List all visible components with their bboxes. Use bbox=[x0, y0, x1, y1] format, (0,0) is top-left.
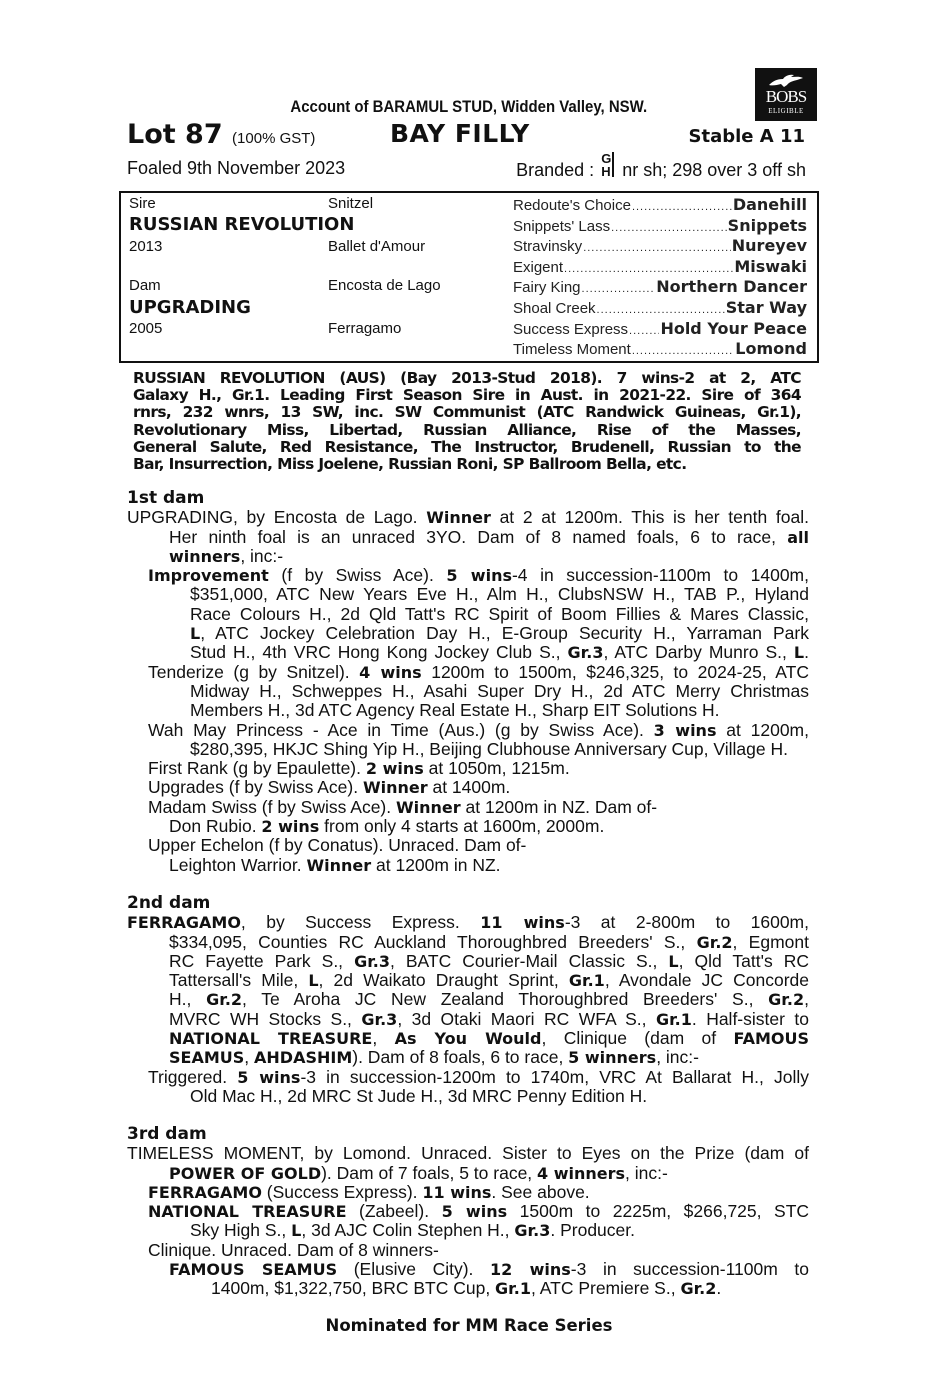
progeny-line: $351,000, ATC New Years Eve H., Alm H., ClubsNSW H., TAB P., Hyland bbox=[190, 584, 809, 605]
great-grandsire: Lomond bbox=[735, 339, 807, 359]
great-grandsire: Snippets bbox=[727, 215, 807, 235]
great-grandsire: Star Way bbox=[725, 297, 807, 317]
grandparent-name: Shoal Creek bbox=[513, 299, 596, 317]
dam-entry-line: H., Gr.2, Te Aroha JC New Zealand Thoroughbred Breeders' S., Gr.2, bbox=[169, 989, 809, 1010]
progeny-ferragamo: FERRAGAMO (Success Express). 11 wins. See above. bbox=[148, 1181, 590, 1202]
grandparent-row bbox=[513, 298, 807, 319]
logo-text-eligible: ELIGIBLE bbox=[768, 107, 804, 115]
sire-summary-line: Galaxy H., Gr.1. Leading First Season Sire in Aust. in 2021-22. Sire of 364 bbox=[133, 386, 801, 405]
progeny-wah-may-princess: Wah May Princess - Ace in Time (Aus.) (g by Swiss Ace). 3 wins at 1200m, bbox=[148, 719, 809, 740]
grandparent-name: Exigent bbox=[513, 258, 564, 276]
dam-entry-line: winners, inc:- bbox=[169, 545, 284, 566]
grandparent-row bbox=[513, 195, 807, 216]
grandparent-row bbox=[513, 339, 807, 360]
progeny-upper-echelon: Upper Echelon (f by Conatus). Unraced. Dam of- bbox=[148, 835, 527, 856]
dam-entry-line: TIMELESS MOMENT, by Lomond. Unraced. Sister to Eyes on the Prize (dam of bbox=[127, 1143, 809, 1164]
progeny-line: Sky High S., L, 3d AJC Colin Stephen H., Gr.3. Producer. bbox=[190, 1220, 635, 1241]
leader-dots bbox=[629, 325, 659, 337]
progeny-line: $280,395, HKJC Shing Yip H., Beijing Clubhouse Anniversary Cup, Village H. bbox=[190, 738, 788, 759]
dam-entry-line: Her ninth foal is an unraced 3YO. Dam of 8 named foals, 6 to race, all bbox=[169, 526, 809, 547]
dam-entry-line: FERRAGAMO, by Success Express. 11 wins-3 at 2-800m to 1600m, bbox=[127, 912, 810, 933]
lot-line bbox=[127, 119, 807, 151]
leader-dots bbox=[564, 263, 733, 275]
dam-sire: Encosta de Lago bbox=[328, 277, 441, 294]
sire-year: 2013 bbox=[129, 238, 163, 255]
dam-entry-line: SEAMUS, AHDASHIM). Dam of 8 foals, 6 to race, 5 winners, inc:- bbox=[169, 1047, 699, 1068]
grandparent-row bbox=[513, 257, 807, 278]
leader-dots bbox=[632, 345, 734, 357]
grandparent-name: Snippets' Lass bbox=[513, 217, 611, 235]
progeny-national-treasure: NATIONAL TREASURE (Zabeel). 5 wins 1500m to 2225m, $266,725, STC bbox=[148, 1201, 810, 1222]
great-grandsire: Nureyev bbox=[731, 236, 807, 256]
dam-name: UPGRADING bbox=[129, 297, 251, 318]
foaled-date: Foaled 9th November 2023 bbox=[127, 158, 346, 178]
progeny-tenderize: Tenderize (g by Snitzel). 4 wins 1200m to 1500m, $246,325, to 2024-25, ATC bbox=[148, 661, 809, 682]
leader-dots bbox=[582, 283, 656, 295]
sire-summary-line: Bar, Insurrection, Miss Joelene, Russian Roni, SP Ballroom Bella, etc. bbox=[133, 455, 687, 474]
section-heading: 3rd dam bbox=[127, 1124, 207, 1144]
brand-mark-icon bbox=[601, 151, 615, 180]
logo-text-bobs: BOBS bbox=[765, 87, 807, 106]
brand-bar bbox=[612, 152, 614, 177]
dam-entry-line: POWER OF GOLD). Dam of 7 foals, 5 to race, 4 winners, inc:- bbox=[169, 1162, 668, 1183]
progeny-triggered: Triggered. 5 wins-3 in succession-1200m to 1740m, VRC At Ballarat H., Jolly bbox=[148, 1066, 809, 1087]
sire-summary-line: rnrs, 232 wnrs, 13 SW, inc. SW Communist (ATC Randwick Guineas, Gr.1), bbox=[133, 403, 801, 422]
leader-dots bbox=[597, 304, 725, 316]
progeny-line: Midway H., Schweppes H., Asahi Super Dry H., 2d ATC Merry Christmas bbox=[190, 680, 809, 701]
sire-summary-line: Revolutionary Miss, Libertad, Russian Alliance, Rise of the Masses, bbox=[133, 420, 801, 439]
third-dam-section bbox=[127, 1125, 809, 1299]
pedigree-table bbox=[119, 191, 819, 363]
progeny-improvement: Improvement (f by Swiss Ace). 5 wins-4 in succession-1100m to 1400m, bbox=[148, 565, 809, 586]
grandparent-name: Stravinsky bbox=[513, 238, 583, 256]
progeny-first-rank: First Rank (g by Epaulette). 2 wins at 1050m, 1215m. bbox=[148, 758, 570, 779]
grandparent-name: Fairy King bbox=[513, 279, 581, 297]
branded-label: Branded : bbox=[516, 160, 595, 180]
progeny-famous-seamus: FAMOUS SEAMUS (Elusive City). 12 wins-3 in succession-1100m to bbox=[169, 1259, 809, 1280]
dam-dam: Ferragamo bbox=[328, 320, 402, 337]
great-grandsire: Northern Dancer bbox=[656, 277, 807, 297]
brand-letter-top: G bbox=[601, 151, 612, 166]
sire-dam: Ballet d'Amour bbox=[328, 238, 426, 255]
dam-entry-line: Tattersall's Mile, L, 2d Waikato Draught Sprint, Gr.1, Avondale JC Concorde bbox=[169, 970, 809, 991]
grandparent-row bbox=[513, 319, 807, 340]
dam-year: 2005 bbox=[129, 320, 163, 337]
progeny-line: L, ATC Jockey Celebration Day H., E-Group Security H., Yarraman Park bbox=[190, 623, 809, 644]
sire-summary bbox=[133, 370, 801, 473]
progeny-madam-swiss: Madam Swiss (f by Swiss Ace). Winner at 1200m in NZ. Dam of- bbox=[148, 796, 658, 817]
progeny-line: Old Mac H., 2d MRC St Jude H., 3d MRC Penny Edition H. bbox=[190, 1085, 648, 1106]
progeny-line: Race Colours H., 2d Qld Tatt's RC Spirit of Boom Fillies & Mares Classic, bbox=[190, 603, 809, 624]
great-grandsire: Miswaki bbox=[734, 256, 807, 276]
dam-entry-line: MVRC WH Stocks S., Gr.3, 3d Otaki Maori RC WFA S., Gr.1. Half-sister to bbox=[169, 1008, 809, 1029]
sire-name: RUSSIAN REVOLUTION bbox=[129, 214, 355, 235]
dam-label: Dam bbox=[129, 277, 161, 294]
leader-dots bbox=[583, 242, 731, 254]
grandparent-row bbox=[513, 236, 807, 257]
great-grandsire: Danehill bbox=[732, 195, 807, 214]
progeny-upgrades: Upgrades (f by Swiss Ace). Winner at 1400m. bbox=[148, 777, 511, 798]
horse-description: BAY FILLY bbox=[390, 119, 530, 148]
sire-label: Sire bbox=[129, 195, 156, 212]
sire-summary-line: RUSSIAN REVOLUTION (AUS) (Bay 2013-Stud 2018). 7 wins-2 at 2, ATC bbox=[133, 369, 801, 387]
lot-number bbox=[127, 119, 315, 150]
progeny-don-rubio: Don Rubio. 2 wins from only 4 starts at 1600m, 2000m. bbox=[169, 816, 605, 837]
brand-details: nr sh; 298 over 3 off sh bbox=[622, 160, 806, 180]
progeny-line: Stud H., 4th VRC Hong Kong Jockey Club S., Gr.3, ATC Darby Munro S., L. bbox=[190, 642, 809, 663]
grandparent-row bbox=[513, 216, 807, 237]
grandparent-name: Redoute's Choice bbox=[513, 197, 631, 214]
brand-letter-bottom: H bbox=[601, 164, 611, 179]
vendor-account: Account of BARAMUL STUD, Widden Valley, NSW. bbox=[290, 97, 648, 116]
grandparent-name: Success Express bbox=[513, 320, 629, 338]
first-dam-section bbox=[127, 489, 809, 875]
gst-note: (100% GST) bbox=[232, 130, 316, 147]
dam-entry-line: NATIONAL TREASURE, As You Would, Clinique (dam of FAMOUS bbox=[169, 1028, 809, 1049]
great-grandsire: Hold Your Peace bbox=[660, 318, 807, 338]
lot-label: Lot 87 bbox=[127, 119, 223, 150]
progeny-clinique: Clinique. Unraced. Dam of 8 winners- bbox=[148, 1239, 439, 1260]
sire-sire: Snitzel bbox=[328, 195, 374, 212]
section-heading: 1st dam bbox=[127, 488, 205, 508]
dam-entry-line: RC Fayette Park S., Gr.3, BATC Courier-Mail Classic S., L, Qld Tatt's RC bbox=[169, 950, 809, 971]
dam-entry-line: UPGRADING, by Encosta de Lago. Winner at 2 at 1200m. This is her tenth foal. bbox=[127, 507, 809, 528]
race-series-nomination: Nominated for MM Race Series bbox=[325, 1316, 613, 1335]
leader-dots bbox=[632, 201, 732, 213]
progeny-leighton-warrior: Leighton Warrior. Winner at 1200m in NZ. bbox=[169, 854, 501, 875]
section-heading: 2nd dam bbox=[127, 893, 211, 913]
brand-info bbox=[516, 151, 806, 181]
progeny-line: Members H., 3d ATC Agency Real Estate H., Sharp EIT Solutions H. bbox=[190, 700, 720, 721]
grandparents-column bbox=[513, 195, 807, 360]
progeny-line: 1400m, $1,322,750, BRC BTC Cup, Gr.1, ATC Premiere S., Gr.2. bbox=[211, 1278, 722, 1299]
grandparent-row bbox=[513, 277, 807, 298]
sire-summary-line: General Salute, Red Resistance, The Instructor, Brudenell, Russian to the bbox=[133, 437, 801, 456]
grandparent-name: Timeless Moment bbox=[513, 341, 631, 359]
leader-dots bbox=[611, 222, 727, 234]
second-dam-section bbox=[127, 894, 809, 1106]
dam-entry-line: $334,095, Counties RC Auckland Thoroughbred Breeders' S., Gr.2, Egmont bbox=[169, 931, 809, 952]
stable-location: Stable A 11 bbox=[688, 126, 805, 147]
